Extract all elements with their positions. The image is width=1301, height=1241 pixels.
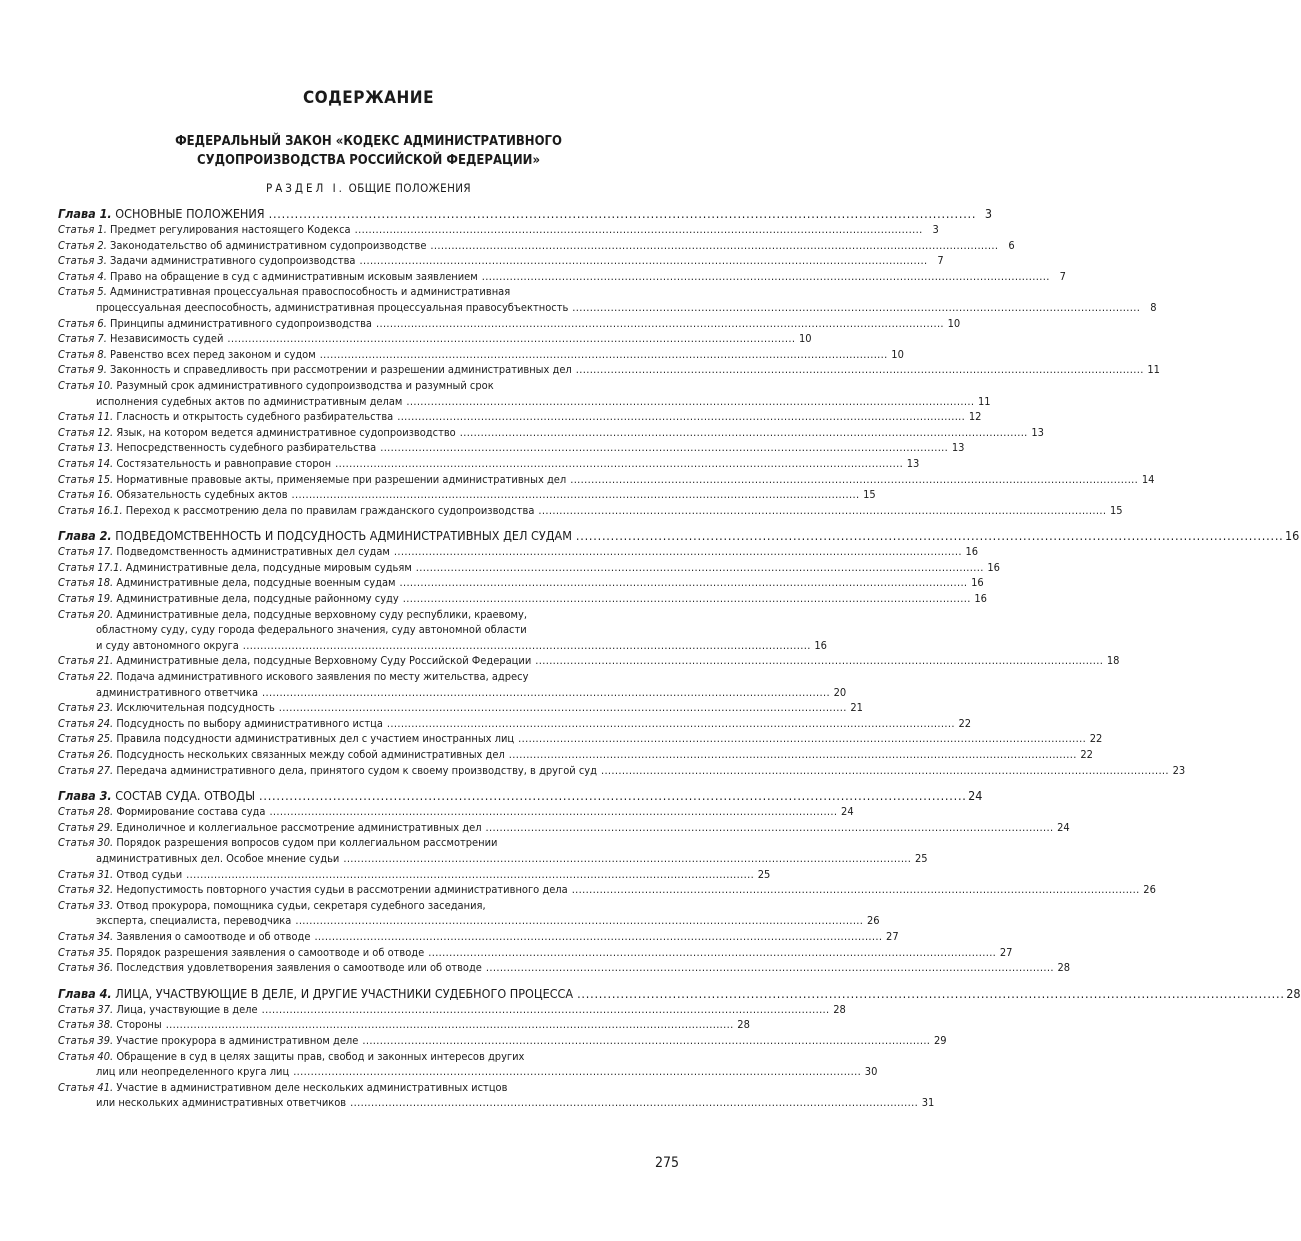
dot-leader [460, 425, 1026, 441]
article-label: Статья 26. [58, 748, 114, 761]
dot-leader [259, 787, 964, 804]
dot-leader [482, 269, 1048, 285]
toc-chapter-row[interactable] [58, 985, 1301, 1002]
article-label: Статья 12. [58, 425, 114, 439]
article-label: Статья 17.1. [58, 560, 123, 574]
toc-page-number: 24 [1057, 820, 1070, 834]
toc-page-number: 22 [1080, 748, 1093, 761]
dot-leader [394, 544, 960, 560]
article-label: Статья 28. [58, 805, 114, 819]
toc-entry-text: Административная процессуальная правоспособность и административная [110, 285, 511, 299]
dot-leader [486, 960, 1052, 976]
toc-entry-text: Подведомственность административных дел судам [116, 545, 390, 559]
toc-continuation-row[interactable] [58, 1095, 935, 1111]
toc-page-number: 28 [833, 1002, 846, 1016]
article-label: Статья 36. [58, 961, 114, 975]
section-name: ОБЩИЕ ПОЛОЖЕНИЯ [348, 181, 472, 195]
toc-page-number: 16 [987, 560, 1000, 574]
toc-entry-text: исполнения судебных актов по административным делам [96, 394, 403, 408]
page-title: СОДЕРЖАНИЕ [302, 88, 435, 108]
toc-page-number: 6 [1008, 238, 1015, 252]
chapter-label: Глава 3. [58, 788, 112, 804]
toc-chapter-row[interactable] [58, 527, 1300, 544]
article-label: Статья 11. [58, 410, 114, 424]
toc-entry-text: и суду автономного округа [96, 638, 239, 652]
toc-article-row[interactable] [58, 960, 1071, 976]
toc-entry-text: Предмет регулирования настоящего Кодекса [110, 223, 351, 236]
law-title [58, 132, 679, 170]
article-label: Статья 22. [58, 670, 114, 684]
toc-continuation-row[interactable] [58, 638, 827, 654]
toc-page-number: 13 [951, 441, 965, 455]
toc-entry-text: областному суду, суду города федерального значения, суду автономной области [96, 623, 527, 637]
toc-article-row[interactable] [58, 284, 679, 300]
toc-entry-text: лиц или неопределенного круга лиц [96, 1065, 290, 1079]
toc-article-row[interactable] [58, 503, 1123, 519]
toc-page-number: 7 [937, 254, 944, 268]
article-label: Статья 8. [58, 347, 107, 361]
toc-article-row[interactable] [58, 1033, 947, 1049]
toc-page-number: 24 [841, 805, 854, 819]
article-label: Статья 19. [58, 592, 114, 606]
section-word: РАЗДЕЛ I. [265, 181, 345, 195]
article-label: Статья 40. [58, 1049, 114, 1063]
toc-chapter-row[interactable] [58, 205, 993, 222]
article-label: Статья 5. [58, 285, 107, 299]
toc-continuation-row[interactable] [58, 685, 847, 701]
dot-leader [350, 1095, 916, 1111]
toc-page-number: 15 [1110, 503, 1123, 517]
article-label: Статья 25. [58, 732, 114, 746]
dot-leader [376, 316, 942, 332]
article-label: Статья 24. [58, 716, 114, 730]
toc-chapter-row[interactable] [58, 787, 983, 804]
toc-entry-text: Участие в административном деле нескольких административных истцов [116, 1080, 508, 1094]
toc-article-row[interactable] [58, 362, 1160, 378]
toc-entry-text: или нескольких административных ответчиков [96, 1096, 347, 1110]
dot-leader [166, 1017, 732, 1033]
toc-continuation-row[interactable] [58, 1064, 878, 1080]
chapter-label: Глава 2. [58, 528, 112, 544]
dot-leader [570, 472, 1136, 488]
toc-entry-text: ПОДВЕДОМСТВЕННОСТЬ И ПОДСУДНОСТЬ АДМИНИСТРАТИВНЫХ ДЕЛ СУДАМ [115, 528, 572, 544]
toc-page-number: 7 [1059, 269, 1066, 283]
toc-continuation-row[interactable] [58, 300, 1157, 316]
article-label: Статья 3. [58, 254, 107, 268]
dot-leader [518, 731, 1084, 747]
toc-entry-text: Административные дела, подсудные мировым судьям [125, 560, 412, 574]
dot-leader [227, 331, 793, 347]
dot-leader [399, 575, 965, 591]
toc-article-row[interactable] [58, 1002, 846, 1018]
dot-leader [576, 527, 1281, 544]
dot-leader [295, 913, 861, 929]
toc-page-number: 24 [968, 788, 983, 804]
toc-page-number: 14 [1141, 472, 1155, 486]
article-label: Статья 6. [58, 316, 107, 330]
toc-entry-text: Подсудность по выбору административного истца [116, 716, 383, 730]
toc-entry-text: Отвод судьи [116, 867, 183, 881]
toc-page-number: 30 [864, 1065, 878, 1079]
dot-leader [320, 347, 886, 363]
dot-leader [416, 560, 982, 576]
article-label: Статья 23. [58, 701, 114, 715]
article-label: Статья 37. [58, 1002, 114, 1016]
toc-article-row[interactable] [58, 456, 920, 472]
toc-page-number: 11 [1147, 363, 1160, 377]
article-label: Статья 35. [58, 945, 114, 959]
dot-leader [362, 1033, 928, 1049]
toc-entry-text: Формирование состава суда [116, 805, 266, 819]
toc-page-number: 16 [814, 638, 827, 652]
toc-entry-text: Недопустимость повторного участия судьи в рассмотрении административного дела [116, 883, 568, 897]
toc-entry-text: Право на обращение в суд с административным исковым заявлением [110, 269, 478, 283]
toc-entry-text: Законность и справедливость при рассмотрении и разрешении административных дел [110, 363, 572, 377]
toc-page-number: 22 [1089, 732, 1103, 746]
toc-page-number: 13 [1031, 425, 1044, 439]
toc-article-row[interactable] [58, 378, 679, 394]
toc-article-row[interactable] [58, 731, 1103, 747]
toc-entry-text: Стороны [116, 1018, 162, 1032]
dot-leader [576, 362, 1142, 378]
toc-entry-text: Законодательство об административном судопроизводстве [110, 238, 427, 252]
toc-entry-text: Нормативные правовые акты, применяемые при разрешении административных дел [116, 472, 567, 486]
toc-article-row[interactable] [58, 425, 1044, 441]
toc-entry-text: Равенство всех перед законом и судом [110, 347, 316, 361]
chapter-gap [58, 518, 679, 527]
toc-entry-text: Лица, участвующие в деле [116, 1002, 258, 1016]
toc-entry-text: Гласность и открытость судебного разбирательства [116, 410, 394, 424]
toc-entry-text: Непосредственность судебного разбирательства [116, 441, 377, 455]
toc-entry-text: Административные дела, подсудные верховному суду республики, краевому, [116, 607, 527, 621]
article-label: Статья 34. [58, 929, 114, 943]
toc-article-row[interactable] [58, 316, 961, 332]
dot-leader [335, 456, 901, 472]
toc-page-number: 27 [886, 929, 899, 943]
toc-entry-text: Правила подсудности административных дел с участием иностранных лиц [116, 732, 515, 746]
dot-leader [428, 945, 994, 961]
toc-article-row[interactable] [58, 867, 771, 883]
dot-leader [380, 440, 946, 456]
dot-leader [430, 238, 996, 254]
toc-page-number: 13 [906, 456, 920, 470]
article-label: Статья 18. [58, 576, 114, 590]
toc-entry-text: ЛИЦА, УЧАСТВУЮЩИЕ В ДЕЛЕ, И ДРУГИЕ УЧАСТНИКИ СУДЕБНОГО ПРОЦЕССА [115, 985, 574, 1001]
dot-leader [601, 763, 1167, 779]
toc-article-row[interactable] [58, 347, 904, 363]
toc-page-number: 23 [1172, 763, 1186, 777]
article-label: Статья 30. [58, 836, 114, 850]
article-label: Статья 21. [58, 654, 114, 668]
toc-page-number: 16 [965, 545, 979, 559]
toc-page-number: 8 [1150, 300, 1157, 314]
toc-article-row[interactable] [58, 238, 1015, 254]
toc-entry-text: Порядок разрешения заявления о самоотводе и об отводе [116, 945, 425, 959]
toc-entry-text: Передача административного дела, принятого судом к своему производству, в другой суд [116, 763, 597, 777]
toc-entry-text: Обязательность судебных актов [116, 488, 288, 502]
page-number: 275 [654, 1155, 679, 1171]
toc-entry-text: Последствия удовлетворения заявления о самоотводе или об отводе [116, 961, 482, 975]
chapter-gap [58, 778, 679, 787]
dot-leader [486, 820, 1052, 836]
law-title-line-2: СУДОПРОИЗВОДСТВА РОССИЙСКОЙ ФЕДЕРАЦИИ» [196, 153, 540, 168]
dot-leader [186, 867, 752, 883]
article-label: Статья 39. [58, 1033, 114, 1047]
toc-article-row[interactable] [58, 1017, 750, 1033]
toc-entry-text: Принципы административного судопроизводства [110, 316, 372, 330]
dot-leader [269, 804, 835, 820]
article-label: Статья 41. [58, 1080, 114, 1094]
toc-page-number: 31 [921, 1096, 935, 1110]
toc-page-number: 22 [958, 716, 972, 730]
article-label: Статья 33. [58, 898, 114, 912]
article-label: Статья 2. [58, 238, 107, 252]
article-label: Статья 10. [58, 378, 114, 392]
toc-article-row[interactable] [58, 222, 939, 238]
toc-page-number: 28 [1286, 985, 1301, 1001]
toc-page-number: 26 [866, 914, 880, 928]
toc-page-number: 3 [984, 206, 993, 221]
article-label: Статья 20. [58, 607, 114, 621]
toc-article-row[interactable] [58, 669, 679, 685]
toc-continuation-row[interactable] [58, 394, 991, 410]
toc-entry-text: Административные дела, подсудные районному суду [116, 592, 399, 606]
dot-leader [535, 653, 1101, 669]
toc-entry-text: эксперта, специалиста, переводчика [96, 914, 292, 928]
article-label: Статья 38. [58, 1018, 114, 1032]
toc-article-row[interactable] [58, 804, 854, 820]
toc-page-number: 15 [863, 488, 876, 502]
toc-article-row[interactable] [58, 331, 812, 347]
article-label: Статья 1. [58, 223, 107, 236]
toc-article-row[interactable] [58, 544, 979, 560]
toc-article-row[interactable] [58, 700, 863, 716]
toc-page-number: 3 [932, 223, 939, 236]
toc-page-number: 10 [891, 347, 904, 361]
toc-entry-text: Единоличное и коллегиальное рассмотрение административных дел [116, 820, 482, 834]
toc-entry-text: СОСТАВ СУДА. ОТВОДЫ [115, 788, 256, 804]
toc-page-number: 20 [833, 685, 847, 699]
toc-page-number: 12 [968, 410, 982, 424]
toc-entry-text: ОСНОВНЫЕ ПОЛОЖЕНИЯ [115, 206, 265, 221]
toc-article-row[interactable] [58, 882, 1156, 898]
section-heading [58, 181, 679, 195]
toc-entry-text: Независимость судей [110, 332, 224, 346]
toc-page-number: 16 [974, 592, 987, 606]
toc-article-row[interactable] [58, 269, 1066, 285]
toc-page-number: 21 [850, 701, 863, 715]
toc-article-row[interactable] [58, 747, 1093, 763]
article-label: Статья 15. [58, 472, 114, 486]
toc-article-row[interactable] [58, 560, 1000, 576]
toc-page-number: 26 [1143, 883, 1156, 897]
toc-entry-text: Разумный срок административного судопроизводства и разумный срок [116, 378, 494, 392]
dot-leader [406, 394, 972, 410]
toc-page-number: 27 [999, 945, 1013, 959]
dot-leader [343, 851, 909, 867]
article-label: Статья 31. [58, 867, 114, 881]
toc-entry-text: процессуальная дееспособность, административная процессуальная правосубъектность [96, 300, 569, 314]
dot-leader [314, 929, 880, 945]
article-label: Статья 9. [58, 363, 107, 377]
article-label: Статья 17. [58, 545, 114, 559]
toc-article-row[interactable] [58, 440, 965, 456]
article-label: Статья 4. [58, 269, 107, 283]
toc-page-number: 28 [737, 1018, 750, 1032]
toc-article-row[interactable] [58, 409, 982, 425]
toc-entry-text: административного ответчика [96, 685, 259, 699]
article-label: Статья 32. [58, 883, 114, 897]
toc-article-row[interactable] [58, 1080, 679, 1096]
toc-page-number: 25 [757, 867, 771, 881]
toc-entry-text: Задачи административного судопроизводства [110, 254, 356, 268]
toc-article-row[interactable] [58, 835, 679, 851]
article-label: Статья 29. [58, 820, 114, 834]
dot-leader [355, 222, 921, 238]
toc-page-number: 18 [1106, 654, 1120, 668]
dot-leader [292, 487, 858, 503]
toc-page-number: 16 [1285, 528, 1300, 544]
toc-article-row[interactable] [58, 763, 1186, 779]
article-label: Статья 27. [58, 763, 114, 777]
dot-leader [509, 747, 1075, 763]
article-label: Статья 14. [58, 456, 114, 470]
toc-article-row[interactable] [58, 716, 972, 732]
toc-article-row[interactable] [58, 1049, 679, 1065]
dot-leader [397, 409, 963, 425]
toc-page-number: 28 [1057, 961, 1071, 975]
chapter-label: Глава 1. [58, 206, 112, 221]
dot-leader [572, 300, 1138, 316]
toc-continuation-row[interactable] [58, 913, 880, 929]
toc-article-row[interactable] [58, 472, 1155, 488]
toc-page-number: 25 [914, 851, 928, 865]
toc-entry-text: Отвод прокурора, помощника судьи, секретаря судебного заседания, [116, 898, 486, 912]
chapter-gap [58, 976, 679, 985]
toc-entry-text: Язык, на котором ведется административное судопроизводство [116, 425, 456, 439]
toc-entry-text: Подсудность нескольких связанных между собой административных дел [116, 748, 505, 761]
dot-leader [262, 1002, 828, 1018]
toc-entry-text: Состязательность и равноправие сторон [116, 456, 332, 470]
toc-continuation-row[interactable] [58, 622, 679, 638]
toc-page-number: 10 [798, 332, 812, 346]
toc-article-row[interactable] [58, 898, 679, 914]
toc-article-row[interactable] [58, 945, 1013, 961]
toc-article-row[interactable] [58, 591, 987, 607]
toc-article-row[interactable] [58, 653, 1120, 669]
dot-leader [269, 205, 974, 222]
dot-leader [360, 253, 926, 269]
toc-page-number: 16 [971, 576, 984, 590]
dot-leader [262, 685, 828, 701]
dot-leader [243, 638, 809, 654]
dot-leader [572, 882, 1138, 898]
toc-entry-text: Исключительная подсудность [116, 701, 275, 715]
toc-article-row[interactable] [58, 929, 899, 945]
dot-leader [403, 591, 969, 607]
dot-leader [387, 716, 953, 732]
article-label: Статья 16. [58, 488, 114, 502]
toc-entry-text: Участие прокурора в административном деле [116, 1033, 359, 1047]
toc-article-row[interactable] [58, 575, 984, 591]
toc-entry-text: Порядок разрешения вопросов судом при коллегиальном рассмотрении [116, 836, 498, 850]
article-label: Статья 7. [58, 332, 107, 346]
article-label: Статья 16.1. [58, 503, 123, 517]
toc-entry-text: Административные дела, подсудные военным судам [116, 576, 396, 590]
toc-article-row[interactable] [58, 607, 679, 623]
toc-page-number: 29 [933, 1033, 947, 1047]
dot-leader [577, 985, 1282, 1002]
toc-entry-text: Обращение в суд в целях защиты прав, свобод и законных интересов других [116, 1049, 525, 1063]
dot-leader [538, 503, 1104, 519]
toc-entry-text: Заявления о самоотводе и об отводе [116, 929, 311, 943]
chapter-label: Глава 4. [58, 985, 112, 1001]
article-label: Статья 13. [58, 441, 114, 455]
toc-article-row[interactable] [58, 487, 876, 503]
table-of-contents [58, 205, 1301, 1111]
dot-leader [279, 700, 845, 716]
toc-entry-text: Подача административного искового заявления по месту жительства, адресу [116, 670, 529, 684]
toc-page-number: 11 [977, 394, 991, 408]
toc-page-number: 10 [947, 316, 961, 330]
toc-continuation-row[interactable] [58, 851, 928, 867]
dot-leader [293, 1064, 859, 1080]
toc-article-row[interactable] [58, 253, 944, 269]
toc-entry-text: Административные дела, подсудные Верховному Суду Российской Федерации [116, 654, 532, 668]
toc-entry-text: Переход к рассмотрению дела по правилам гражданского судопроизводства [125, 503, 535, 517]
toc-article-row[interactable] [58, 820, 1070, 836]
law-title-line-1: ФЕДЕРАЛЬНЫЙ ЗАКОН «КОДЕКС АДМИНИСТРАТИВНОГО [175, 134, 562, 149]
toc-entry-text: административных дел. Особое мнение судьи [96, 851, 340, 865]
